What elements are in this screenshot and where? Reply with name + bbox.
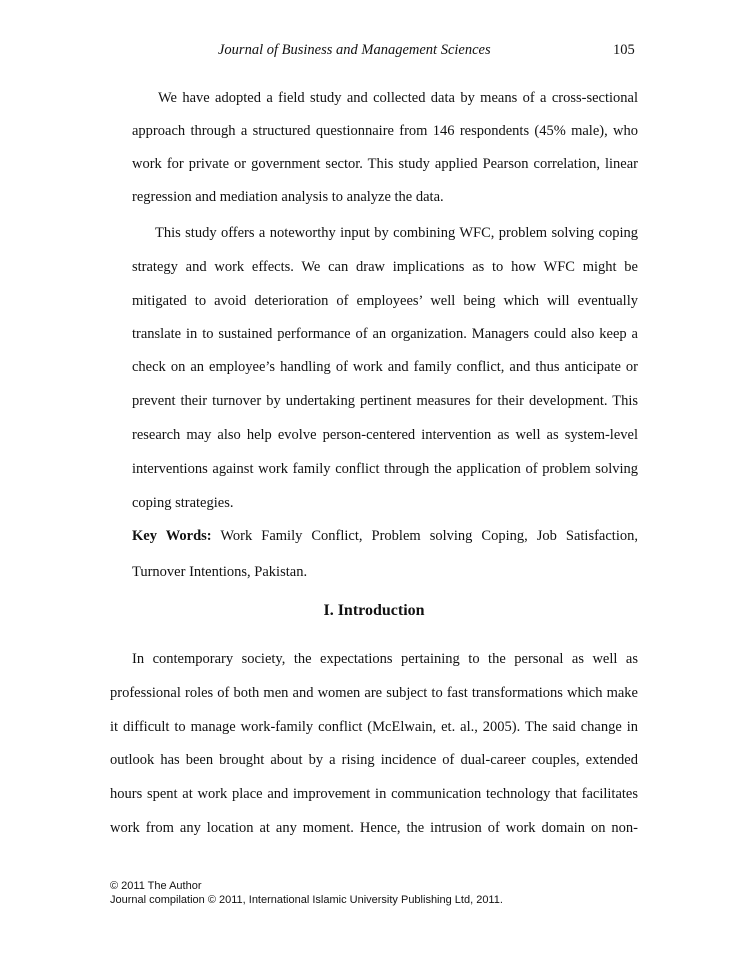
text-line: work from any location at any moment. Hence, the intrusion of work domain on non-	[110, 820, 638, 836]
text-line: strategy and work effects. We can draw implications as to how WFC might be	[132, 259, 638, 275]
text-line: outlook has been brought about by a rising incidence of dual-career couples, extended	[110, 752, 638, 768]
text-line: professional roles of both men and women are subject to fast transformations which make	[110, 685, 638, 701]
keywords-line-1	[132, 527, 638, 545]
copyright-author: © 2011 The Author	[110, 880, 202, 892]
text-line: hours spent at work place and improvement in communication technology that facilitates	[110, 786, 638, 802]
keywords-text: Work Family Conflict, Problem solving Coping, Job Satisfaction,	[220, 528, 638, 544]
text-line: it difficult to manage work-family conflict (McElwain, et. al., 2005). The said change in	[110, 719, 638, 735]
text-line: check on an employee’s handling of work and family conflict, and thus anticipate or	[132, 359, 638, 375]
copyright-journal: Journal compilation © 2011, International Islamic University Publishing Ltd, 2011.	[110, 894, 503, 906]
text-line: research may also help evolve person-centered intervention as well as system-level	[132, 427, 638, 443]
text-line: interventions against work family conflict through the application of problem solving	[132, 461, 638, 477]
text-line: work for private or government sector. This study applied Pearson correlation, linear	[132, 156, 638, 172]
keywords-label: Key Words:	[132, 528, 212, 544]
text-line: In contemporary society, the expectations pertaining to the personal as well as	[132, 651, 638, 667]
text-line: prevent their turnover by undertaking pertinent measures for their development. This	[132, 393, 638, 409]
text-line: regression and mediation analysis to analyze the data.	[132, 189, 444, 205]
text-line: coping strategies.	[132, 495, 234, 511]
text-line: This study offers a noteworthy input by combining WFC, problem solving coping	[155, 225, 638, 241]
text-line: translate in to sustained performance of an organization. Managers could also keep a	[132, 326, 638, 342]
text-line: approach through a structured questionnaire from 146 respondents (45% male), who	[132, 123, 638, 139]
section-heading: I. Introduction	[323, 602, 425, 619]
text-line: mitigated to avoid deterioration of employees’ well being which will eventually	[132, 293, 638, 309]
running-head	[0, 42, 748, 62]
journal-title: Journal of Business and Management Sciences	[218, 42, 491, 58]
text-line: We have adopted a field study and collected data by means of a cross-sectional	[158, 90, 638, 106]
page-number: 105	[613, 42, 635, 58]
keywords-line-2: Turnover Intentions, Pakistan.	[132, 564, 308, 580]
